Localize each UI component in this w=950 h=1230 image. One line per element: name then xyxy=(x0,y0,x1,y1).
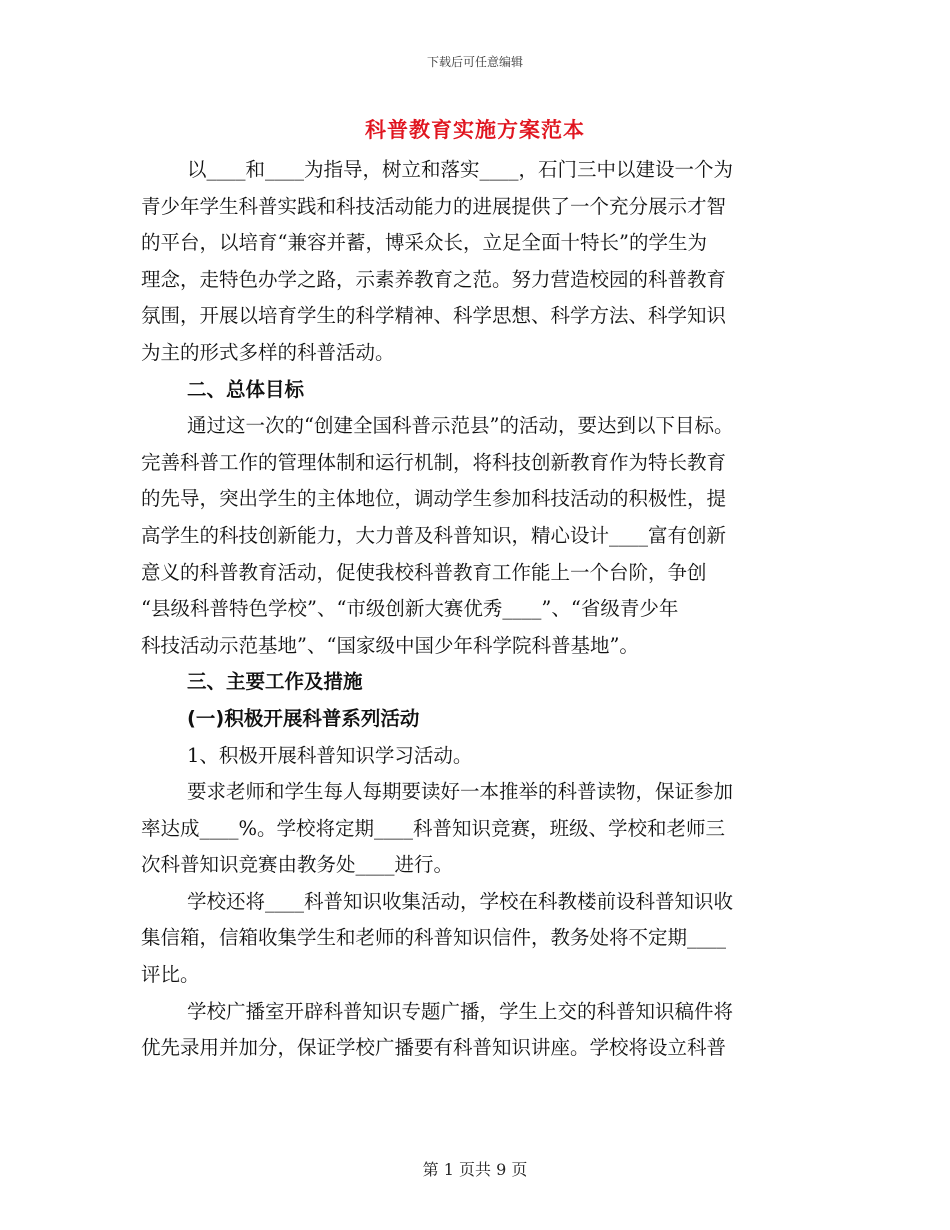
body-line: 次科普知识竞赛由教务处____进行。 xyxy=(141,853,454,877)
body-line: 通过这一次的“创建全国科普示范县”的活动，要达到以下目标。 xyxy=(187,414,734,438)
body-line: 要求老师和学生每人每期要读好一本推举的科普读物，保证参加 xyxy=(187,780,734,804)
body-line: “县级科普特色学校”、“市级创新大赛优秀____”、“省级青少年 xyxy=(141,597,679,621)
page-number: 第 1 页共 9 页 xyxy=(422,1160,528,1179)
body-line: 意义的科普教育活动，促使我校科普教育工作能上一个台阶，争创 xyxy=(141,560,707,584)
body-line: 理念，走特色办学之路，示素养教育之范。努力营造校园的科普教育 xyxy=(141,267,727,291)
document-title: 科普教育实施方案范本 xyxy=(365,117,585,142)
body-line: 青少年学生科普实践和科技活动能力的进展提供了一个充分展示才智 xyxy=(141,194,727,218)
body-line: 以____和____为指导，树立和落实____，石门三中以建设一个为 xyxy=(187,158,734,181)
header-note: 下载后可任意编辑 xyxy=(426,55,523,69)
body-line: 高学生的科技创新能力，大力普及科普知识，精心设计____富有创新 xyxy=(141,523,727,547)
body-line: 率达成____%。学校将定期____科普知识竞赛，班级、学校和老师三 xyxy=(141,816,726,840)
section-heading: (一)积极开展科普系列活动 xyxy=(187,706,420,730)
body-line: 评比。 xyxy=(141,963,200,987)
body-line: 的先导，突出学生的主体地位，调动学生参加科技活动的积极性，提 xyxy=(141,487,727,511)
body-line: 氛围，开展以培育学生的科学精神、科学思想、科学方法、科学知识 xyxy=(141,304,727,328)
document-body xyxy=(141,152,803,1067)
body-line: 为主的形式多样的科普活动。 xyxy=(141,340,395,364)
body-line: 学校广播室开辟科普知识专题广播，学生上交的科普知识稿件将 xyxy=(187,999,734,1023)
section-heading: 三、主要工作及措施 xyxy=(187,670,363,694)
body-line: 学校还将____科普知识收集活动，学校在科教楼前设科普知识收 xyxy=(187,889,734,913)
body-line: 集信箱，信箱收集学生和老师的科普知识信件，教务处将不定期____ xyxy=(141,926,727,950)
body-line: 完善科普工作的管理体制和运行机制，将科技创新教育作为特长教育 xyxy=(141,450,727,474)
body-line: 科技活动示范基地”、“国家级中国少年科学院科普基地”。 xyxy=(141,633,639,657)
body-line: 1、积极开展科普知识学习活动。 xyxy=(187,743,473,767)
section-heading: 二、总体目标 xyxy=(187,377,305,401)
body-line: 优先录用并加分，保证学校广播要有科普知识讲座。学校将设立科普 xyxy=(141,1036,727,1060)
body-line: 的平台，以培育“兼容并蓄，博采众长，立足全面十特长”的学生为 xyxy=(141,231,707,255)
